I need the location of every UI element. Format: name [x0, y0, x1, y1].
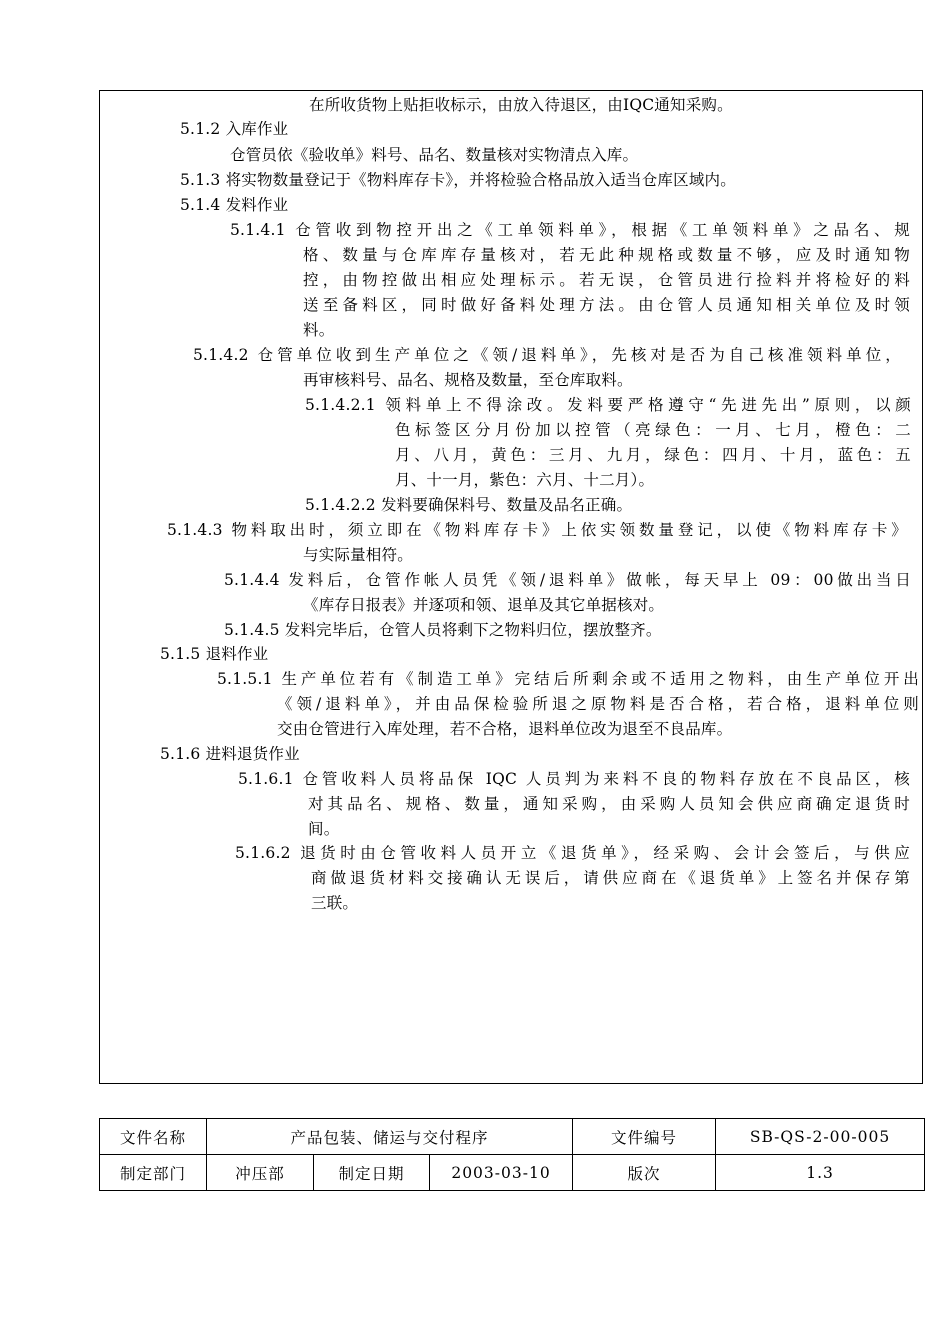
text-line: 间。: [308, 820, 340, 838]
text-line: 5.1.4.4 发料后，仓管作帐人员凭《领/退料单》做帐，每天早上 09：00做出当日: [224, 571, 911, 589]
table-row: [100, 1155, 925, 1191]
text-line: 5.1.4.2.2 发料要确保料号、数量及品名正确。: [305, 496, 633, 514]
text-line: 5.1.6.1 仓管收料人员将品保 IQC 人员判为来料不良的物料存放在不良品区，核: [238, 770, 910, 788]
text-line: 交由仓管进行入库处理，若不合格，退料单位改为退至不良品库。: [277, 720, 733, 738]
text-line: 月、十一月，紫色：六月、十二月）。: [395, 471, 655, 489]
text-line: 月、八月，黄色：三月、九月，绿色：四月、十月，蓝色：五: [395, 446, 911, 464]
text-line: 格、数量与仓库库存量核对，若无此种规格或数量不够，应及时通知物: [303, 246, 910, 264]
text-line: 仓管员依《验收单》料号、品名、数量核对实物清点入库。: [230, 146, 639, 164]
date-value: 2003-03-10: [430, 1155, 573, 1191]
text-line: 商做退货材料交接确认无误后，请供应商在《退货单》上签名并保存第: [311, 869, 910, 887]
dept-value: 冲压部: [207, 1155, 314, 1191]
dept-label: 制定部门: [100, 1155, 207, 1191]
text-line: 5.1.6.2 退货时由仓管收料人员开立《退货单》，经采购、会计会签后，与供应: [235, 844, 910, 862]
text-line: 控，由物控做出相应处理标示。若无误，仓管员进行捡料并将检好的料: [303, 271, 910, 289]
text-line: 5.1.4.3 物料取出时，须立即在《物料库存卡》上依实领数量登记，以使《物料库存卡》: [167, 521, 907, 539]
file-name-label: 文件名称: [100, 1119, 207, 1155]
text-line: 送至备料区，同时做好备料处理方法。由仓管人员通知相关单位及时领: [303, 296, 910, 314]
version-value: 1.3: [716, 1155, 925, 1191]
text-line: 三联。: [311, 894, 359, 912]
text-line: 5.1.5.1 生产单位若有《制造工单》完结后所剩余或不适用之物料，由生产单位开出: [217, 670, 919, 688]
section-heading: 5.1.2 入库作业: [180, 120, 289, 138]
text-line: 《领/退料单》，并由品保检验所退之原物料是否合格，若合格，退料单位则: [277, 695, 919, 713]
text-line: 5.1.4.5 发料完毕后，仓管人员将剩下之物料归位，摆放整齐。: [224, 621, 662, 639]
text-line: 5.1.4.1 仓管收到物控开出之《工单领料单》，根据《工单领料单》之品名、规: [230, 221, 910, 239]
date-label: 制定日期: [314, 1155, 430, 1191]
text-line: 再审核料号、品名、规格及数量，至仓库取料。: [303, 371, 633, 389]
text-line: 对其品名、规格、数量，通知采购，由采购人员知会供应商确定退货时: [308, 795, 910, 813]
section-heading: 5.1.6 进料退货作业: [160, 745, 300, 763]
section-heading: 5.1.4 发料作业: [180, 196, 289, 214]
text-line: 料。: [303, 321, 335, 339]
text-line: 在所收货物上贴拒收标示，由放入待退区，由IQC通知采购。: [309, 96, 733, 114]
section-heading: 5.1.5 退料作业: [160, 645, 269, 663]
version-label: 版次: [573, 1155, 716, 1191]
document-info-table: [99, 1118, 925, 1191]
file-name-value: 产品包装、储运与交付程序: [207, 1119, 573, 1155]
text-line: 5.1.4.2.1 领料单上不得涂改。发料要严格遵守“先进先出”原则，以颜: [305, 396, 911, 414]
file-no-label: 文件编号: [573, 1119, 716, 1155]
text-line: 《库存日报表》并逐项和领、退单及其它单据核对。: [303, 596, 665, 614]
table-row: [100, 1119, 925, 1155]
file-no-value: SB-QS-2-00-005: [716, 1119, 925, 1155]
text-line: 5.1.4.2 仓管单位收到生产单位之《领/退料单》，先核对是否为自己核准领料单位，: [193, 346, 901, 364]
text-line: 5.1.3 将实物数量登记于《物料库存卡》，并将检验合格品放入适当仓库区域内。: [180, 171, 736, 189]
text-line: 色标签区分月份加以控管（亮绿色：一月、七月，橙色：二: [395, 421, 911, 439]
text-line: 与实际量相符。: [303, 546, 413, 564]
